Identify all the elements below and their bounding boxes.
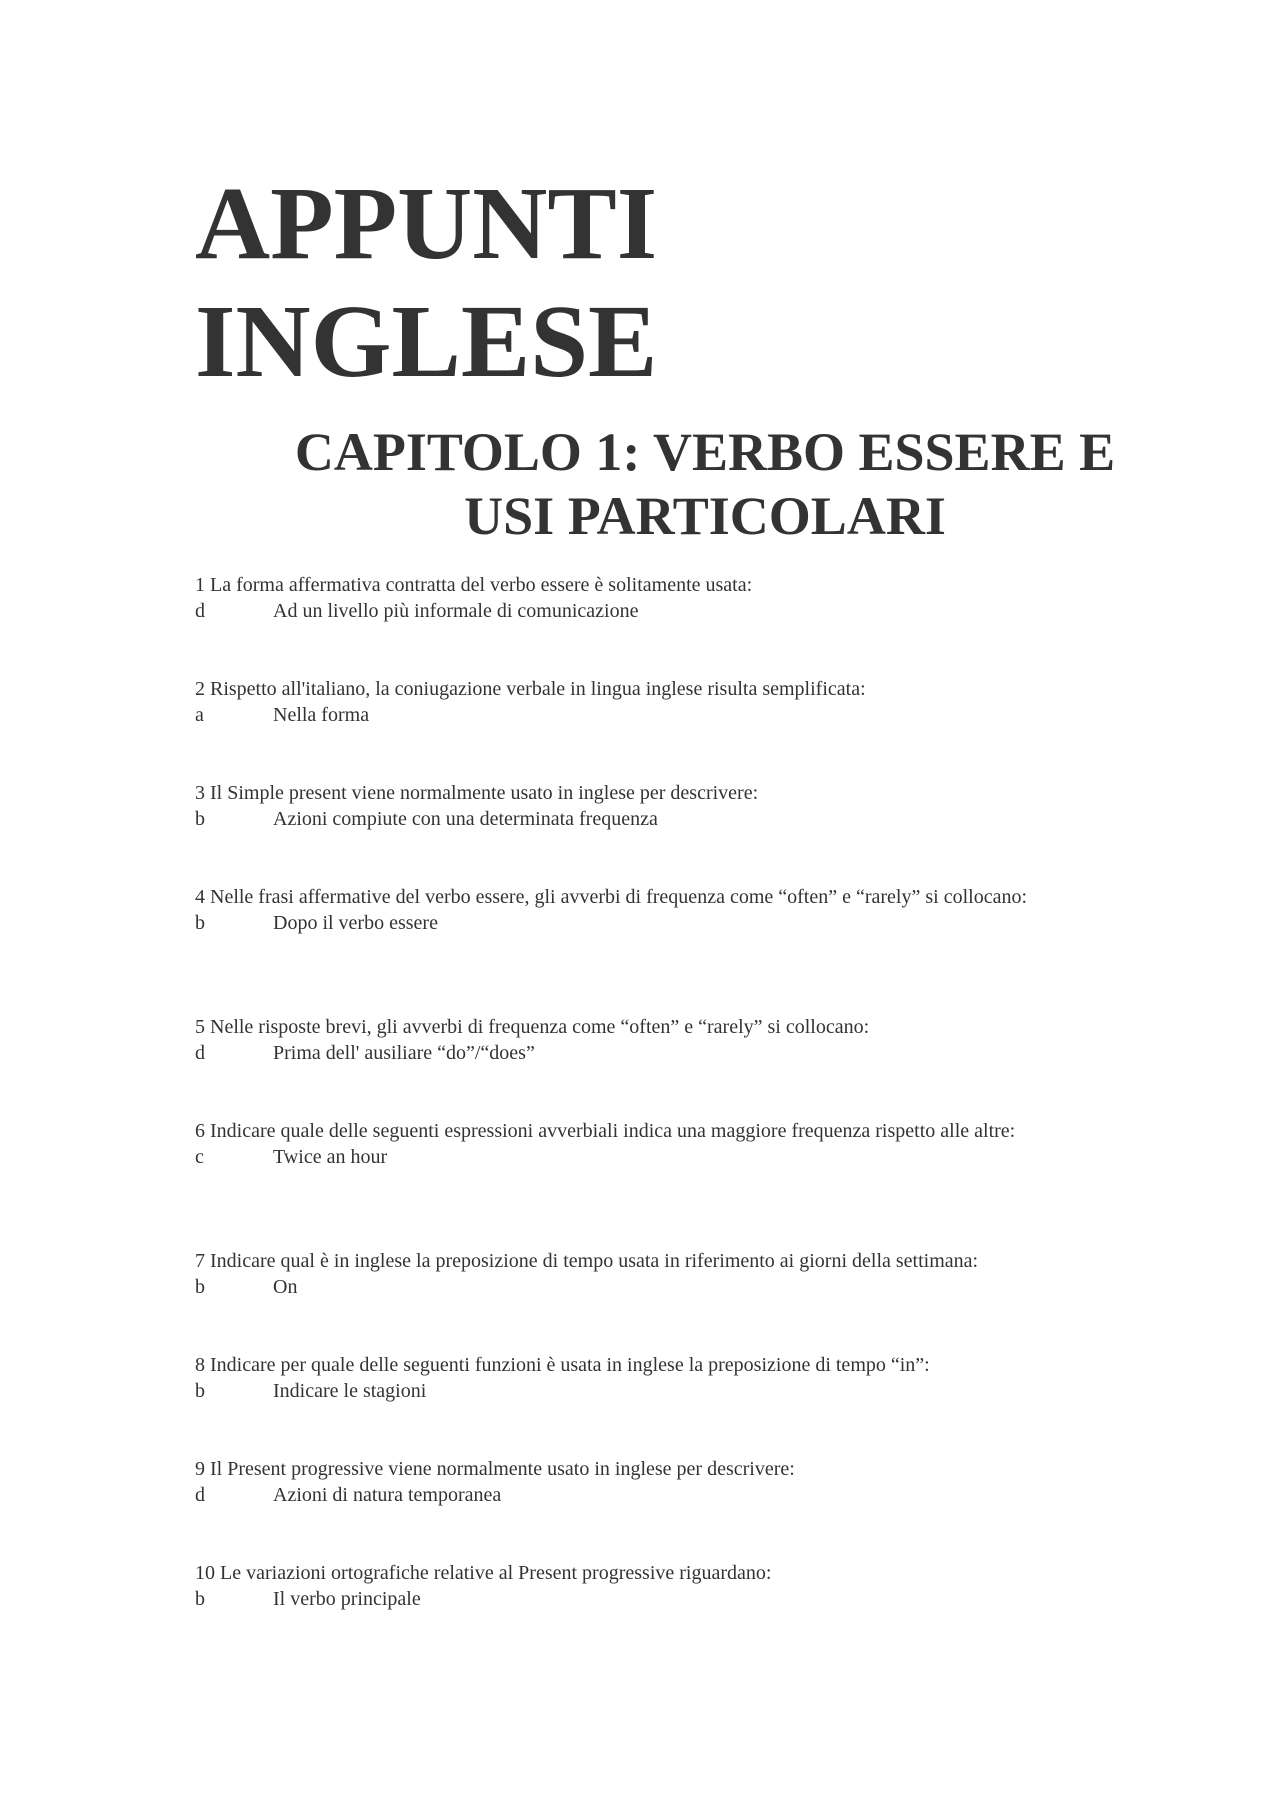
- question-text: 1 La forma affermativa contratta del verbo essere è solitamente usata:: [195, 574, 753, 596]
- question-item: [195, 572, 1095, 624]
- answer-text: Azioni compiute con una determinata frequenza: [273, 808, 658, 830]
- answer-letter: a: [195, 704, 204, 726]
- answer-letter: b: [195, 1380, 205, 1402]
- answer-row: [195, 1586, 1095, 1612]
- question-item: [195, 1118, 1095, 1170]
- answer-row: [195, 910, 1095, 936]
- question-item: [195, 884, 1095, 936]
- answer-text: Il verbo principale: [273, 1588, 421, 1610]
- question-text: 2 Rispetto all'italiano, la coniugazione verbale in lingua inglese risulta semplificata:: [195, 678, 866, 700]
- question-text: 4 Nelle frasi affermative del verbo essere, gli avverbi di frequenza come “often” e “rarely” si collocano:: [195, 886, 1028, 908]
- answer-text: Twice an hour: [273, 1146, 388, 1168]
- answer-letter: b: [195, 912, 205, 934]
- question-item: [195, 1014, 1095, 1066]
- answer-letter: c: [195, 1146, 204, 1168]
- question-item: [195, 780, 1095, 832]
- answer-row: [195, 598, 1095, 624]
- question-text: 10 Le variazioni ortografiche relative al Present progressive riguardano:: [195, 1562, 772, 1584]
- question-item: [195, 676, 1095, 728]
- answer-text: On: [273, 1276, 298, 1298]
- question-text: 6 Indicare quale delle seguenti espressioni avverbiali indica una maggiore frequenza rispetto alle altre:: [195, 1120, 1016, 1142]
- question-text: 3 Il Simple present viene normalmente usato in inglese per descrivere:: [195, 782, 759, 804]
- answer-row: [195, 1274, 1095, 1300]
- answer-letter: b: [195, 1588, 205, 1610]
- document-title-line-1: APPUNTI: [195, 166, 658, 281]
- chapter-heading: [160, 420, 1250, 548]
- answer-text: Ad un livello più informale di comunicazione: [273, 600, 639, 622]
- answer-text: Nella forma: [273, 704, 370, 726]
- question-item: [195, 1352, 1095, 1404]
- answer-letter: d: [195, 600, 205, 622]
- question-item: [195, 1560, 1095, 1612]
- answer-letter: b: [195, 1276, 205, 1298]
- answer-row: [195, 1144, 1095, 1170]
- answer-row: [195, 1378, 1095, 1404]
- answer-row: [195, 702, 1095, 728]
- answer-text: Indicare le stagioni: [273, 1380, 427, 1402]
- question-item: [195, 1456, 1095, 1508]
- answer-letter: b: [195, 808, 205, 830]
- answer-letter: d: [195, 1484, 205, 1506]
- question-text: 9 Il Present progressive viene normalmente usato in inglese per descrivere:: [195, 1458, 795, 1480]
- question-text: 8 Indicare per quale delle seguenti funzioni è usata in inglese la preposizione di tempo “in”:: [195, 1354, 930, 1376]
- answer-text: Dopo il verbo essere: [273, 912, 438, 934]
- answer-letter: d: [195, 1042, 205, 1064]
- chapter-heading-line-1: CAPITOLO 1: VERBO ESSERE E: [294, 422, 1116, 482]
- question-item: [195, 1248, 1095, 1300]
- answer-row: [195, 806, 1095, 832]
- answer-text: Prima dell' ausiliare “do”/“does”: [273, 1042, 535, 1064]
- answer-text: Azioni di natura temporanea: [273, 1484, 502, 1506]
- document-title-line-2: INGLESE: [195, 284, 658, 399]
- question-text: 5 Nelle risposte brevi, gli avverbi di frequenza come “often” e “rarely” si collocano:: [195, 1016, 870, 1038]
- chapter-heading-line-2: USI PARTICOLARI: [464, 486, 946, 546]
- answer-row: [195, 1482, 1095, 1508]
- document-title: [195, 165, 657, 401]
- answer-row: [195, 1040, 1095, 1066]
- question-text: 7 Indicare qual è in inglese la preposizione di tempo usata in riferimento ai giorni della settimana:: [195, 1250, 979, 1272]
